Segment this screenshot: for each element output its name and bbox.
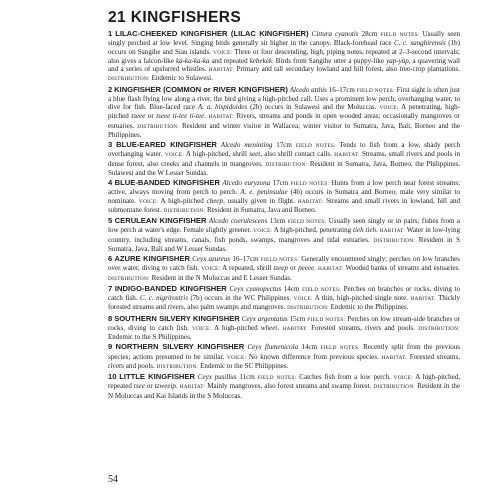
text-run: Usually seen singly perched at low level. Singing birds generally sit higher in the canopy. Black-forehead race xyxy=(108,30,461,48)
text-run: (2b) occurs in Sulawesi and the Moluccas. xyxy=(247,103,377,111)
species-name: BLUE-BANDED KINGFISHER xyxy=(114,178,220,187)
section-label: VOICE: xyxy=(164,152,184,159)
species-entry xyxy=(108,30,460,84)
section-label: FIELD NOTES: xyxy=(295,143,336,149)
text-run: A high-pitched, penetrating xyxy=(273,226,354,235)
species-size: 16–17cm xyxy=(328,85,355,94)
section-label: HABITAT: xyxy=(379,228,406,235)
species-number: 6 xyxy=(108,254,113,263)
species-number: 9 xyxy=(108,342,113,352)
text-run: (4b) occurs in Sumatra and Borneo; male very similar to nominate. xyxy=(108,188,460,205)
scientific-name: Ceyx flumenicola xyxy=(247,343,299,352)
text-run: or xyxy=(145,112,157,121)
section-label: HABITAT: xyxy=(179,384,206,391)
text-run: . xyxy=(175,382,178,391)
text-run: A thin, high-pitched single note. xyxy=(314,294,408,302)
species-name: KINGFISHER (COMMON or RIVER KINGFISHER) xyxy=(114,84,288,94)
species-size: 17cm xyxy=(276,141,292,149)
italic-text: tsee xyxy=(133,382,145,391)
section-label: HABITAT: xyxy=(334,152,360,159)
species-number: 3 xyxy=(108,140,113,149)
species-number: 7 xyxy=(108,283,113,293)
scientific-name: Cittura cyanotis xyxy=(311,30,359,38)
scientific-name: Ceyx argentatus xyxy=(241,314,288,323)
species-number: 10 xyxy=(108,372,117,381)
text-run: Hunts from a low perch near forest streams; active, always moving from perch to perch. xyxy=(108,179,461,197)
section-label: VOICE: xyxy=(192,325,212,332)
species-size: 13cm xyxy=(269,217,286,225)
text-run: A high-pitched, repeated xyxy=(108,373,461,391)
text-run: (7b) occurs in the WC Philippines. xyxy=(187,294,292,302)
habitat-text: Water in low-lying country, including streams, canals, fish ponds, swamps, mangroves and tidal estuaries. xyxy=(108,226,461,244)
distribution-text: Endemic to the SC Philippines. xyxy=(200,361,289,370)
species-size: 11cm xyxy=(239,373,255,381)
section-label: HABITAT: xyxy=(208,114,234,121)
species-entry xyxy=(108,343,460,371)
plate-title xyxy=(108,9,241,27)
species-name: LILAC-CHEEKED KINGFISHER (LILAC KINGFISHER) xyxy=(115,29,309,38)
text-run: A penetrating, high-pitched xyxy=(108,103,460,121)
section-label: DISTRIBUTION: xyxy=(287,305,329,312)
italic-text: peeee xyxy=(298,264,315,273)
text-run: A repeated, shrill xyxy=(222,264,274,273)
section-label: HABITAT: xyxy=(318,266,344,273)
text-run: , also shrill contact calls. xyxy=(260,150,332,159)
text-run: Perches on low stream-side branches or rocks, diving to catch fish. xyxy=(108,314,461,332)
distribution-text: Resident in the N Moluccas and E Lesser Sundas. xyxy=(151,273,292,282)
distribution-text: Resident in Sumatra, Java and Borneo. xyxy=(206,205,317,214)
text-run: . Birds from Sangihe utter a puppy-like xyxy=(271,56,387,65)
species-name: SOUTHERN SILVERY KINGFISHER xyxy=(114,313,240,323)
section-label: VOICE: xyxy=(213,49,233,56)
section-label: FIELD NOTES: xyxy=(320,345,360,352)
section-label: DISTRIBUTION: xyxy=(108,275,150,282)
text-run: A high-pitched xyxy=(160,196,207,205)
habitat-text: Wooded banks of streams and estuaries. xyxy=(345,264,461,273)
italic-text: kebekek xyxy=(249,56,272,65)
section-label: FIELD NOTES: xyxy=(356,87,395,94)
species-name: AZURE KINGFISHER xyxy=(114,254,190,263)
species-entry xyxy=(108,217,460,253)
text-run: Recently split from the previous species; actions presumed to be similar. xyxy=(108,343,461,361)
species-name: INDIGO-BANDED KINGFISHER xyxy=(114,283,227,293)
scientific-name: Alcedo meninting xyxy=(220,141,273,149)
distribution-text: Endemic to the Philippines. xyxy=(330,303,409,312)
habitat-text: Primary and tall secondary lowland and hill forest, also tree-crop plantations. xyxy=(236,65,460,73)
species-name: CERULEAN KINGFISHER xyxy=(114,216,207,225)
distribution-text: Resident in Sumatra, Java, Borneo, the Philippines, Sulawesi and the W Lesser Sundas. xyxy=(108,159,461,177)
italic-text: tieh tieh xyxy=(353,226,377,235)
scientific-name: Ceyx cyanopectus xyxy=(229,284,282,293)
scientific-name: Alcedo coerulescens xyxy=(208,217,268,225)
section-label: VOICE: xyxy=(393,375,413,381)
italic-text: C. c. sanghirensis xyxy=(394,39,446,48)
scientific-name: Alcedo euryzona xyxy=(222,179,271,187)
text-run: Perches on branches or rocks, diving to catch fish. xyxy=(108,284,461,302)
distribution-text: Endemic to Sulawesi. xyxy=(151,74,213,83)
species-size: 14cm xyxy=(301,343,318,352)
italic-text: yap-yap xyxy=(386,56,409,65)
species-size: 15cm xyxy=(289,314,306,323)
species-size: 16–17cm xyxy=(232,255,259,263)
italic-text: seet xyxy=(249,150,261,159)
section-label: DISTRIBUTION: xyxy=(108,76,150,83)
section-label: FIELD NOTES: xyxy=(260,257,300,263)
habitat-text: Thickly forested streams and rivers, also palm swamps and mangroves. xyxy=(108,294,461,312)
text-run: (1b) occurs on Sangihe and Siau islands. xyxy=(108,39,460,56)
habitat-text: Forested streams, rivers and pools. xyxy=(311,323,415,332)
section-label: HABITAT: xyxy=(208,67,235,73)
section-label: FIELD NOTES: xyxy=(380,32,420,38)
section-label: VOICE: xyxy=(293,296,313,302)
section-label: FIELD NOTES: xyxy=(287,219,327,225)
species-entries xyxy=(108,30,460,402)
section-label: VOICE: xyxy=(227,354,247,361)
distribution-text: Resident in S Sumatra, Java, Bali and W Lesser Sundas. xyxy=(108,235,460,253)
habitat-text: Mainly mangroves, also forest streams and swamp forest. xyxy=(207,382,372,391)
italic-text: A. e. peninsulae xyxy=(240,188,288,197)
section-label: DISTRIBUTION: xyxy=(137,123,180,130)
italic-text: ka-ka-ka-ka xyxy=(175,56,210,65)
species-entry xyxy=(108,141,460,177)
italic-text: tseee xyxy=(131,112,146,121)
italic-text: tseee ti-tee ti-tee xyxy=(156,112,205,121)
distribution-text: Resident in the N Moluccas and Kai Islands in the S Moluccas. xyxy=(108,382,460,400)
species-number: 5 xyxy=(108,216,113,225)
section-label: DISTRIBUTION: xyxy=(156,363,199,370)
text-run: Generally encountered singly; perches on low branches over water, diving to catch fish. xyxy=(108,255,461,273)
text-run: , a quavering wail and a series of upslurred whistles. xyxy=(108,56,461,73)
scientific-name: Alcedo atthis xyxy=(289,85,327,94)
species-number: 4 xyxy=(108,178,113,187)
species-number: 1 xyxy=(108,29,113,38)
species-entry xyxy=(108,86,460,140)
text-run: No known difference from previous species. xyxy=(248,352,379,361)
section-label: VOICE: xyxy=(379,105,399,111)
habitat-text: Streams and small rivers in lowland, hill and submontane forest. xyxy=(108,196,461,214)
species-size: 17cm xyxy=(272,179,289,187)
species-size: 28cm xyxy=(361,30,378,38)
section-label: DISTRIBUTION: xyxy=(418,325,461,332)
section-label: VOICE: xyxy=(138,198,159,205)
species-name: LITTLE KINGFISHER xyxy=(119,372,195,381)
section-label: DISTRIBUTION: xyxy=(373,384,416,391)
italic-text: tzeep xyxy=(273,264,288,273)
distribution-text: Resident and winter visitor in Wallacea; winter visitor to Sumatra, Java, Bali, Borneo and the Philippines. xyxy=(108,121,460,139)
section-label: HABITAT: xyxy=(381,354,407,361)
section-label: VOICE: xyxy=(201,266,221,273)
species-name: BLUE-EARED KINGFISHER xyxy=(116,140,217,149)
species-entry xyxy=(108,285,460,313)
italic-text: C. c. nigrirostris xyxy=(139,294,188,302)
habitat-text: Forested streams, rivers and pools. xyxy=(108,352,460,370)
section-label: FIELD NOTES: xyxy=(307,316,346,323)
species-number: 8 xyxy=(108,313,113,323)
italic-text: tzweeip xyxy=(154,382,176,391)
species-entry xyxy=(108,373,460,400)
text-run: Three or four descending, high, piping notes, repeated at 2–3-second intervals; also gives a falcon-like xyxy=(108,47,460,65)
text-run: Usually seen singly or in pairs; fishes from a low perch at water's edge. Female slightly greener. xyxy=(108,217,460,235)
habitat-text: Rivers, streams and ponds in open wooded areas; occasionally mangroves or estuaries. xyxy=(108,112,460,130)
text-run: and repeated xyxy=(209,56,250,65)
species-size: 14cm xyxy=(283,284,300,293)
text-run: . xyxy=(314,264,316,273)
text-run: Tends to fish from a low, shady perch overhanging water. xyxy=(108,141,461,159)
text-run: . xyxy=(277,323,280,332)
section-label: VOICE: xyxy=(253,228,273,235)
text-run: A high-pitched xyxy=(214,323,261,332)
section-label: FIELD NOTES: xyxy=(257,375,297,381)
text-run: Catches fish from a low perch. xyxy=(299,373,391,381)
habitat-text: Streams, small rivers and pools in dense forest, also creeks and channels in mangroves. xyxy=(108,150,461,168)
species-number: 2 xyxy=(108,84,113,94)
section-label: FIELD NOTES: xyxy=(302,286,341,293)
section-label: HABITAT: xyxy=(282,325,308,332)
section-label: DISTRIBUTION: xyxy=(373,237,416,244)
species-entry xyxy=(108,255,460,283)
species-name: NORTHERN SILVERY KINGFISHER xyxy=(115,342,245,352)
distribution-text: Endemic to the S Philippines. xyxy=(108,333,192,341)
section-label: FIELD NOTES: xyxy=(290,181,330,187)
plate-number: 21 xyxy=(108,9,127,26)
text-run: . xyxy=(376,226,378,235)
text-run: or xyxy=(144,382,155,391)
italic-text: cheep xyxy=(206,196,224,205)
italic-text: A. a. hispidoides xyxy=(197,103,248,111)
section-label: HABITAT: xyxy=(297,198,324,205)
page-number: 54 xyxy=(108,474,118,485)
plate-title-text: KINGFISHERS xyxy=(130,9,242,26)
section-label: HABITAT: xyxy=(410,296,436,302)
text-run: A high-pitched, shrill xyxy=(185,150,250,159)
text-run: or xyxy=(287,264,299,273)
text-run: . xyxy=(204,112,206,121)
scientific-name: Ceyx azureus xyxy=(192,255,231,263)
text-run: First sight is often just a blue flash flying low along a river, the bird giving a high-pitched call. Uses a prominent low perch, overhanging water, to dive for fish. Blue-faced race xyxy=(108,85,460,111)
species-entry xyxy=(108,179,460,215)
italic-text: wheet xyxy=(260,323,278,332)
text-run: , usually given in flight. xyxy=(223,196,295,205)
section-label: DISTRIBUTION: xyxy=(163,207,206,214)
species-entry xyxy=(108,315,460,342)
section-label: DISTRIBUTION: xyxy=(265,161,308,168)
scientific-name: Ceyx pusillus xyxy=(197,373,237,381)
